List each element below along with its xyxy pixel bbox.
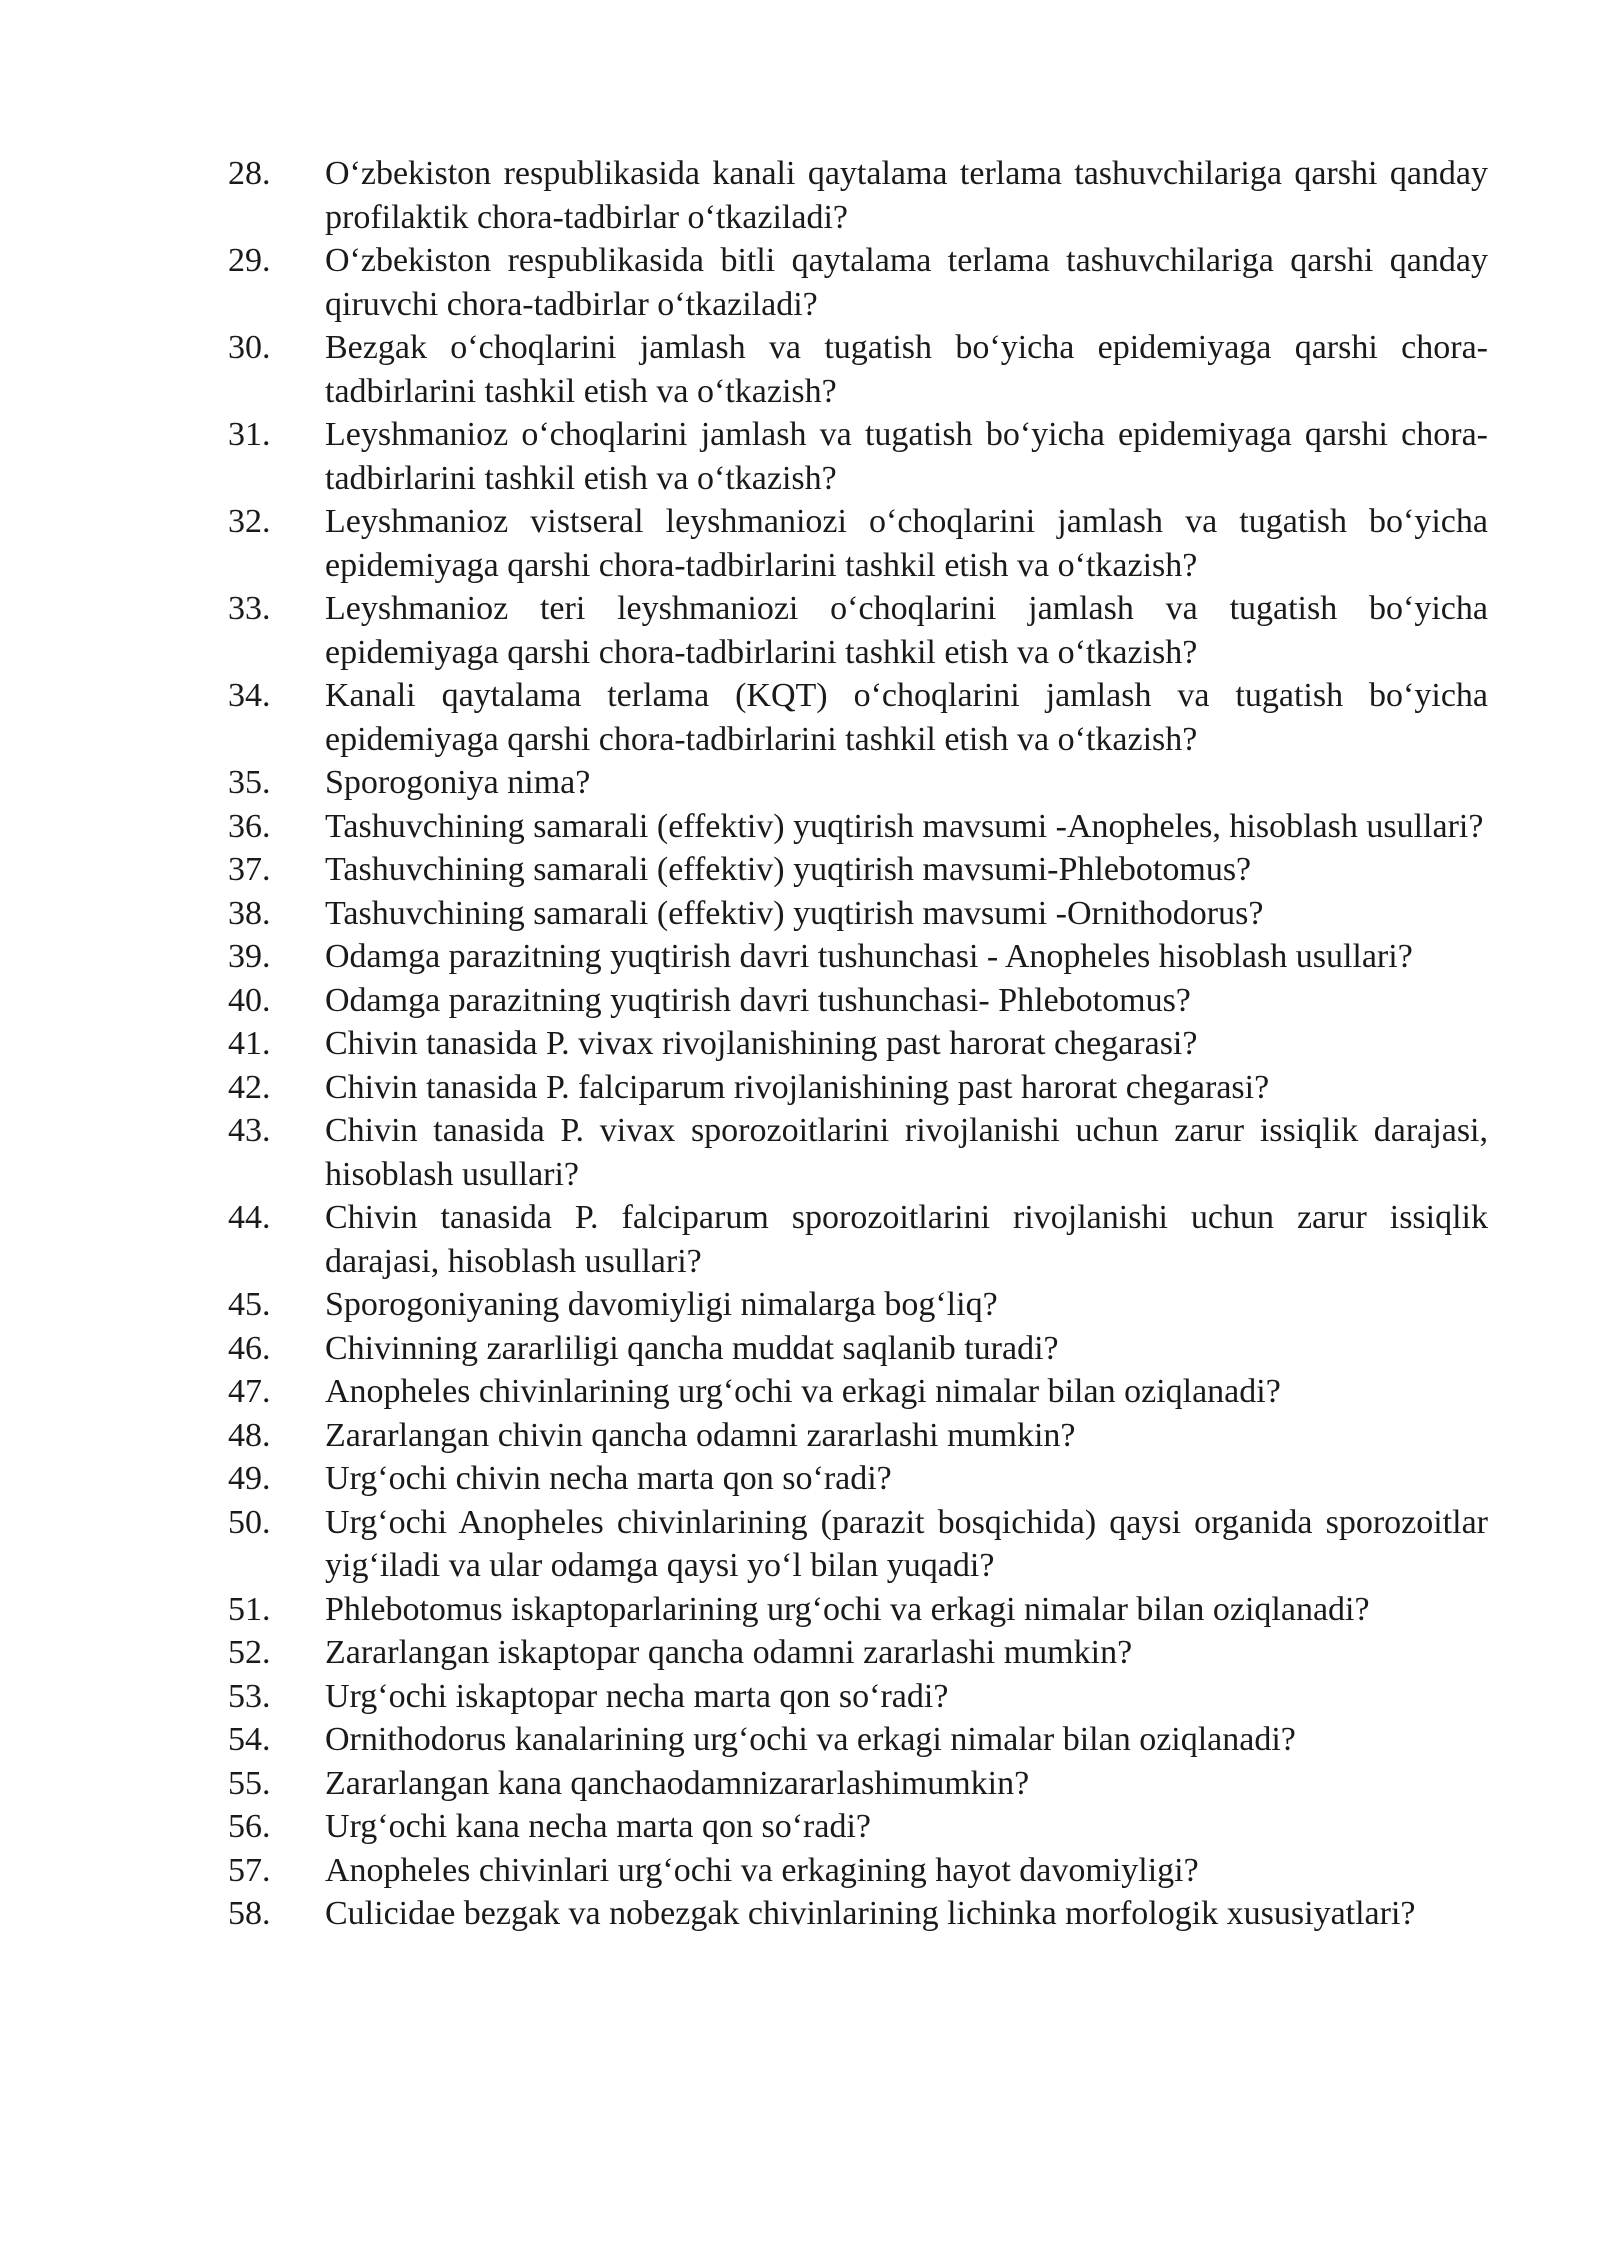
item-text: Chivin tanasida P. vivax rivojlanishining past harorat chegarasi? [325, 1025, 1198, 1062]
item-text: Tashuvchining samarali (effektiv) yuqtirish mavsumi -Ornithodorus? [325, 894, 1264, 932]
list-item [228, 587, 1488, 674]
item-number: 41. [228, 1025, 271, 1062]
list-item [228, 1414, 1488, 1458]
item-text: Ornithodorus kanalarining urg‘ochi va erkagi nimalar bilan oziqlanadi? [325, 1721, 1296, 1758]
list-item [228, 1631, 1488, 1675]
list-item [228, 1892, 1488, 1936]
item-text: Culicidae bezgak va nobezgak chivinlarining lichinka morfologik xususiyatlari? [325, 1895, 1416, 1932]
item-text: Kanali qaytalama terlama (KQT) o‘choqlarini jamlash va tugatish bo‘yicha epidemiyaga qarshi chora-tadbirlarini tashkil etish va o‘tkazish? [325, 677, 1488, 758]
item-number: 51. [228, 1590, 271, 1628]
list-item [228, 326, 1488, 413]
list-item [228, 1327, 1488, 1371]
item-number: 49. [228, 1460, 271, 1497]
item-text: Sporogoniyaning davomiyligi nimalarga bog‘liq? [325, 1286, 998, 1323]
list-item [228, 848, 1488, 892]
item-number: 48. [228, 1416, 271, 1454]
item-number: 50. [228, 1503, 271, 1541]
item-text: Tashuvchining samarali (effektiv) yuqtirish mavsumi -Anopheles, hisoblash usullari? [325, 807, 1484, 845]
item-text: Urg‘ochi kana necha marta qon so‘radi? [325, 1808, 871, 1845]
item-text: Bezgak o‘choqlarini jamlash va tugatish bo‘yicha epidemiyaga qarshi chora-tadbirlarini tashkil etish va o‘tkazish? [325, 329, 1488, 410]
item-number: 32. [228, 503, 271, 540]
item-text: Chivin tanasida P. vivax sporozoitlarini rivojlanishi uchun zarur issiqlik darajasi, hisoblash usullari? [325, 1112, 1488, 1193]
item-number: 36. [228, 807, 271, 845]
item-text: Odamga parazitning yuqtirish davri tushunchasi- Phlebotomus? [325, 981, 1191, 1019]
item-number: 53. [228, 1677, 271, 1715]
item-text: Anopheles chivinlarining urg‘ochi va erkagi nimalar bilan oziqlanadi? [325, 1373, 1281, 1410]
list-item [228, 152, 1488, 239]
item-text: Leyshmanioz vistseral leyshmaniozi o‘choqlarini jamlash va tugatish bo‘yicha epidemiyaga qarshi chora-tadbirlarini tashkil etish va o‘tkazish? [325, 503, 1488, 584]
item-number: 30. [228, 329, 271, 366]
item-text: Zararlangan chivin qancha odamni zararlashi mumkin? [325, 1416, 1076, 1454]
list-item [228, 500, 1488, 587]
item-number: 55. [228, 1764, 271, 1802]
item-text: Anopheles chivinlari urg‘ochi va erkagining hayot davomiyligi? [325, 1851, 1199, 1889]
item-number: 46. [228, 1329, 271, 1367]
item-number: 52. [228, 1634, 271, 1671]
item-number: 43. [228, 1112, 271, 1149]
item-number: 31. [228, 416, 271, 453]
item-number: 47. [228, 1373, 271, 1410]
list-item [228, 1109, 1488, 1196]
item-number: 35. [228, 764, 271, 801]
item-number: 28. [228, 155, 271, 192]
item-text: Sporogoniya nima? [325, 764, 591, 801]
item-number: 40. [228, 981, 271, 1019]
item-text: Leyshmanioz teri leyshmaniozi o‘choqlarini jamlash va tugatish bo‘yicha epidemiyaga qarshi chora-tadbirlarini tashkil etish va o‘tkazish? [325, 590, 1488, 671]
list-item [228, 1762, 1488, 1806]
list-item [228, 1501, 1488, 1588]
item-number: 58. [228, 1895, 271, 1932]
item-number: 34. [228, 677, 271, 714]
item-text: Zararlangan iskaptopar qancha odamni zararlashi mumkin? [325, 1634, 1133, 1671]
item-text: Urg‘ochi iskaptopar necha marta qon so‘radi? [325, 1677, 949, 1715]
item-text: Leyshmanioz o‘choqlarini jamlash va tugatish bo‘yicha epidemiyaga qarshi chora-tadbirlarini tashkil etish va o‘tkazish? [325, 416, 1488, 497]
item-number: 44. [228, 1199, 271, 1236]
item-number: 38. [228, 894, 271, 932]
item-text: Chivin tanasida P. falciparum sporozoitlarini rivojlanishi uchun zarur issiqlik darajasi, hisoblash usullari? [325, 1199, 1488, 1280]
item-number: 42. [228, 1068, 271, 1106]
list-item [228, 1022, 1488, 1066]
list-item [228, 1805, 1488, 1849]
list-item [228, 239, 1488, 326]
item-number: 54. [228, 1721, 271, 1758]
item-number: 39. [228, 938, 271, 975]
item-text: Chivinning zararliligi qancha muddat saqlanib turadi? [325, 1329, 1059, 1367]
list-item [228, 413, 1488, 500]
list-item [228, 1849, 1488, 1893]
list-item [228, 805, 1488, 849]
item-text: Tashuvchining samarali (effektiv) yuqtirish mavsumi-Phlebotomus? [325, 851, 1252, 888]
item-text: Odamga parazitning yuqtirish davri tushunchasi - Anopheles hisoblash usullari? [325, 938, 1413, 975]
item-number: 29. [228, 242, 271, 279]
list-item [228, 1370, 1488, 1414]
list-item [228, 892, 1488, 936]
item-text: O‘zbekiston respublikasida kanali qaytalama terlama tashuvchilariga qarshi qanday profilaktik chora-tadbirlar o‘tkaziladi? [325, 155, 1488, 236]
list-item [228, 1718, 1488, 1762]
item-text: Urg‘ochi chivin necha marta qon so‘radi? [325, 1460, 892, 1497]
list-item [228, 1588, 1488, 1632]
item-text: Chivin tanasida P. falciparum rivojlanishining past harorat chegarasi? [325, 1068, 1270, 1106]
item-text: Zararlangan kana qanchaodamnizararlashimumkin? [325, 1764, 1030, 1802]
item-number: 56. [228, 1808, 271, 1845]
list-item [228, 1675, 1488, 1719]
item-number: 37. [228, 851, 271, 888]
item-text: Urg‘ochi Anopheles chivinlarining (parazit bosqichida) qaysi organida sporozoitlar yig‘iladi va ular odamga qaysi yo‘l bilan yuqadi? [325, 1503, 1488, 1584]
list-item [228, 935, 1488, 979]
question-list [228, 152, 1488, 1936]
item-text: Phlebotomus iskaptoparlarining urg‘ochi va erkagi nimalar bilan oziqlanadi? [325, 1590, 1370, 1628]
list-item [228, 1457, 1488, 1501]
list-item [228, 674, 1488, 761]
list-item [228, 1283, 1488, 1327]
list-item [228, 979, 1488, 1023]
list-item [228, 1066, 1488, 1110]
item-number: 45. [228, 1286, 271, 1323]
list-item [228, 1196, 1488, 1283]
list-item [228, 761, 1488, 805]
item-number: 57. [228, 1851, 271, 1889]
item-text: O‘zbekiston respublikasida bitli qaytalama terlama tashuvchilariga qarshi qanday qiruvchi chora-tadbirlar o‘tkaziladi? [325, 242, 1488, 323]
item-number: 33. [228, 590, 271, 627]
